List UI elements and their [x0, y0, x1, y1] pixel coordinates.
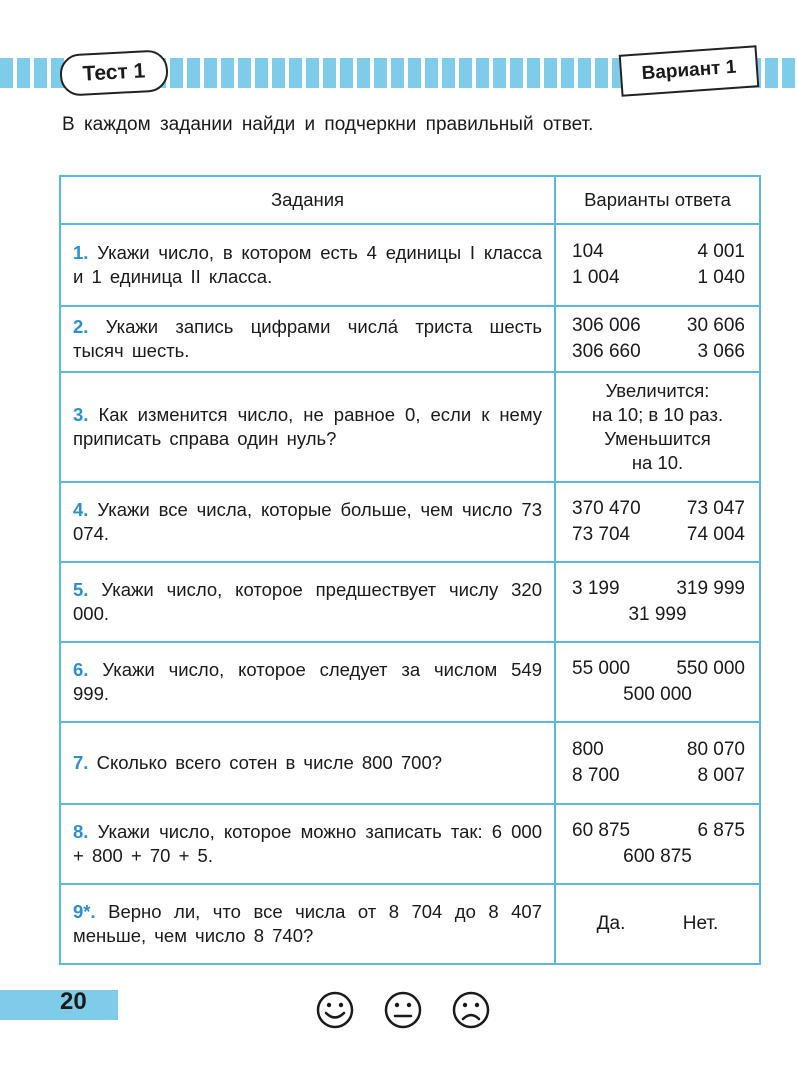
answer-cell	[555, 884, 760, 964]
table-row	[60, 372, 760, 482]
task-text: Как изменится число, не равное 0, если к нему приписать справа один нуль?	[73, 404, 542, 449]
neutral-face-icon[interactable]	[383, 990, 423, 1030]
answer-option[interactable]: 306 660	[572, 341, 641, 362]
page-number: 20	[60, 988, 87, 1015]
answer-cell	[555, 642, 760, 722]
test-badge: Тест 1	[59, 49, 169, 97]
task-cell	[60, 562, 555, 642]
answer-cell	[555, 372, 760, 482]
answer-option[interactable]: 6 875	[697, 820, 745, 841]
task-cell	[60, 642, 555, 722]
answer-option[interactable]: на 10; в 10 раз.	[591, 404, 724, 425]
task-text: Сколько всего сотен в числе 800 700?	[96, 752, 443, 773]
task-text: Укажи число, в котором есть 4 единицы I класса и 1 единица II класса.	[73, 242, 543, 287]
answer-option-no[interactable]: Нет.	[682, 913, 719, 934]
answer-option[interactable]: 8 007	[697, 765, 745, 786]
answer-option[interactable]: 30 606	[686, 315, 745, 336]
sad-face-icon[interactable]	[451, 990, 491, 1030]
answer-option[interactable]: 74 004	[686, 524, 745, 545]
answer-option[interactable]: 4 001	[697, 241, 745, 262]
answer-option[interactable]: 319 999	[676, 578, 745, 599]
answer-option[interactable]: 3 199	[572, 578, 620, 599]
answer-option[interactable]: 1 004	[572, 267, 620, 288]
happy-face-icon[interactable]	[315, 990, 355, 1030]
answer-option[interactable]: на 10.	[631, 452, 684, 473]
answer-cell	[555, 722, 760, 804]
tasks-table	[59, 175, 761, 965]
answer-option[interactable]: 550 000	[676, 658, 745, 679]
task-cell	[60, 884, 555, 964]
table-row	[60, 884, 760, 964]
task-text: Укажи число, которое предшествует числу 320 000.	[73, 579, 542, 624]
answer-option[interactable]: 73 704	[572, 524, 631, 545]
table-header-row	[60, 176, 760, 224]
answer-label: Уменьшится	[604, 428, 711, 449]
answer-option[interactable]: 600 875	[623, 846, 692, 867]
answer-cell	[555, 224, 760, 306]
task-number: 4.	[73, 499, 89, 520]
answer-option[interactable]: 31 999	[628, 604, 687, 625]
task-cell	[60, 372, 555, 482]
answer-option[interactable]: 80 070	[686, 739, 745, 760]
table-row	[60, 722, 760, 804]
instruction-text: В каждом задании найди и подчеркни правильный ответ.	[62, 114, 594, 135]
answer-cell	[555, 482, 760, 562]
answer-cell	[555, 562, 760, 642]
table-row	[60, 306, 760, 372]
table-row	[60, 562, 760, 642]
answer-option[interactable]: 73 047	[686, 498, 745, 519]
answer-cell	[555, 306, 760, 372]
task-text: Укажи число, которое следует за числом 549 999.	[73, 659, 542, 704]
task-number: 8.	[73, 821, 89, 842]
task-cell	[60, 482, 555, 562]
answer-label: Увеличится:	[605, 380, 710, 401]
task-cell	[60, 722, 555, 804]
task-number: 6.	[73, 659, 89, 680]
table-row	[60, 224, 760, 306]
column-header-answers: Варианты ответа	[555, 176, 760, 224]
variant-badge: Вариант 1	[619, 45, 760, 97]
task-cell	[60, 224, 555, 306]
table-row	[60, 642, 760, 722]
answer-option[interactable]: 55 000	[572, 658, 631, 679]
task-number: 9*.	[73, 901, 96, 922]
answer-cell	[555, 804, 760, 884]
self-assessment-smileys	[315, 990, 491, 1030]
task-number: 7.	[73, 752, 89, 773]
column-header-tasks: Задания	[60, 176, 555, 224]
task-number: 5.	[73, 579, 89, 600]
answer-option[interactable]: 60 875	[572, 820, 631, 841]
task-text: Укажи число, которое можно записать так: 6 000 + 800 + 70 + 5.	[73, 821, 543, 866]
answer-option-yes[interactable]: Да.	[596, 913, 626, 934]
task-cell	[60, 804, 555, 884]
answer-option[interactable]: 8 700	[572, 765, 620, 786]
task-number: 2.	[73, 316, 89, 337]
answer-option[interactable]: 3 066	[697, 341, 745, 362]
answer-option[interactable]: 306 006	[572, 315, 641, 336]
task-text: Верно ли, что все числа от 8 704 до 8 407 меньше, чем число 8 740?	[73, 901, 543, 946]
task-cell	[60, 306, 555, 372]
answer-option[interactable]: 500 000	[623, 684, 692, 705]
answer-option[interactable]: 1 040	[697, 267, 745, 288]
answer-option[interactable]: 104	[572, 241, 604, 262]
answer-option[interactable]: 370 470	[572, 498, 641, 519]
task-text: Укажи все числа, которые больше, чем число 73 074.	[73, 499, 542, 544]
task-text: Укажи запись цифрами числа́ триста шесть тысяч шесть.	[73, 316, 542, 361]
page-number-bar	[0, 990, 118, 1020]
task-number: 3.	[73, 404, 89, 425]
task-number: 1.	[73, 242, 89, 263]
table-row	[60, 482, 760, 562]
answer-option[interactable]: 800	[572, 739, 604, 760]
table-row	[60, 804, 760, 884]
